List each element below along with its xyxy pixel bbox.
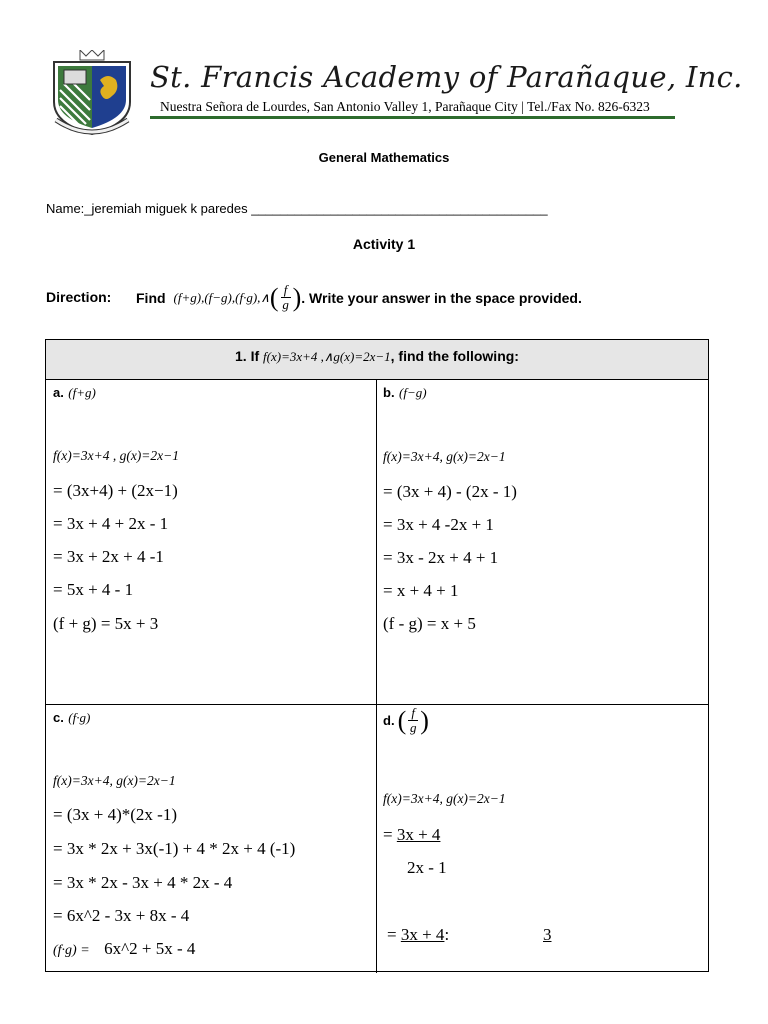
cell-b-given: f(x)=3x+4, g(x)=2x−1 — [383, 449, 506, 464]
table-header-suffix: , find the following: — [390, 348, 519, 364]
table-header-prefix: 1. If — [235, 348, 264, 364]
cell-d-frac-num: f — [411, 705, 416, 720]
cell-b-expr: (f−g) — [399, 385, 427, 400]
cell-d-eq2-prefix: = — [387, 925, 401, 944]
worksheet-table — [45, 339, 709, 972]
column-divider — [376, 379, 377, 973]
cell-c-label: c. — [53, 710, 64, 725]
direction-label: Direction: — [46, 289, 112, 305]
cell-d-label-wrap: d. ( $\frac{f}{g}$ ) — [383, 705, 429, 735]
cell-c-given: f(x)=3x+4, g(x)=2x−1 — [53, 773, 176, 788]
cell-a-line-3: = 3x + 2x + 4 -1 — [53, 547, 164, 566]
direction-rest: . Write your answer in the space provided. — [301, 289, 582, 306]
cell-a-line-2: = 3x + 4 + 2x - 1 — [53, 514, 169, 533]
cell-a-label: a. — [53, 385, 64, 400]
cell-d-eq1-prefix: = — [383, 825, 397, 844]
cell-c-label-wrap — [53, 709, 90, 727]
cell-d-frac-den: g — [409, 720, 417, 735]
cell-b-result: (f - g) = x + 5 — [383, 614, 476, 633]
cell-a-label-wrap — [53, 384, 96, 402]
activity-title: Activity 1 — [352, 236, 416, 252]
cell-c-line-4: = 6x^2 - 3x + 8x - 4 — [53, 906, 190, 925]
cell-c-line-1: = (3x + 4)*(2x -1) — [53, 805, 177, 824]
school-address: Nuestra Señora de Lourdes, San Antonio Valley 1, Parañaque City | Tel./Fax No. 826-6323 — [160, 99, 650, 114]
name-field[interactable]: Name:_jeremiah miguek k paredes _________________________________________ — [46, 201, 548, 216]
cell-a-given: f(x)=3x+4 , g(x)=2x−1 — [53, 448, 180, 463]
cell-d-eq2-value-text: 3 — [543, 925, 552, 944]
cell-d-label: d. — [383, 713, 395, 728]
cell-d-eq2 — [387, 925, 449, 945]
cell-c-final-value: 6x^2 + 5x - 4 — [104, 939, 196, 958]
cell-d-eq2-colon: : — [444, 925, 450, 944]
cell-b-line-3: = 3x - 2x + 4 + 1 — [383, 548, 499, 567]
cell-b-line-1: = (3x + 4) - (2x - 1) — [383, 482, 517, 501]
cell-b-line-2: = 3x + 4 -2x + 1 — [383, 515, 494, 534]
cell-d-eq2-num: 3x + 4 — [400, 925, 445, 944]
cell-a-line-4: = 5x + 4 - 1 — [53, 580, 134, 599]
table-header-math: f(x)=3x+4 ,∧g(x)=2x−1 — [263, 349, 391, 364]
direction-frac-num: f — [283, 282, 288, 297]
direction-find: Find — [136, 289, 166, 306]
school-name: St. Francis Academy of Parañaque, Inc. — [150, 60, 743, 94]
cell-b-label: b. — [383, 385, 395, 400]
table-header — [46, 340, 708, 380]
school-logo — [50, 50, 134, 138]
cell-d-eq1 — [383, 825, 440, 845]
cell-c-result — [53, 939, 195, 959]
cell-c-final-label: (f·g) = — [53, 943, 90, 958]
direction-expr: (f+g),(f−g),(f·g),∧ — [173, 289, 270, 305]
cell-c-line-2: = 3x * 2x + 3x(-1) + 4 * 2x + 4 (-1) — [53, 839, 296, 858]
cell-c-line-3: = 3x * 2x - 3x + 4 * 2x - 4 — [53, 873, 233, 892]
direction-text: Find (f+g),(f−g),(f·g),∧ ( $\frac{f}{g}$ ) . Write your answer in the space provided. — [136, 282, 582, 312]
row-divider — [46, 704, 708, 705]
cell-d-given: f(x)=3x+4, g(x)=2x−1 — [383, 791, 506, 806]
cell-d-eq1-den: 2x - 1 — [407, 858, 447, 877]
cell-d-eq2-value — [543, 925, 552, 945]
cell-c-expr: (f·g) — [68, 710, 91, 725]
cell-d-eq1-num: 3x + 4 — [396, 825, 441, 844]
header-divider — [150, 116, 675, 119]
cell-b-line-4: = x + 4 + 1 — [383, 581, 459, 600]
cell-a-expr: (f+g) — [68, 385, 96, 400]
direction-frac-den: g — [282, 297, 289, 312]
subject-title: General Mathematics — [318, 150, 450, 165]
cell-a-line-1: = (3x+4) + (2x−1) — [53, 481, 178, 500]
cell-a-result: (f + g) = 5x + 3 — [53, 614, 159, 633]
cell-b-label-wrap — [383, 384, 427, 402]
